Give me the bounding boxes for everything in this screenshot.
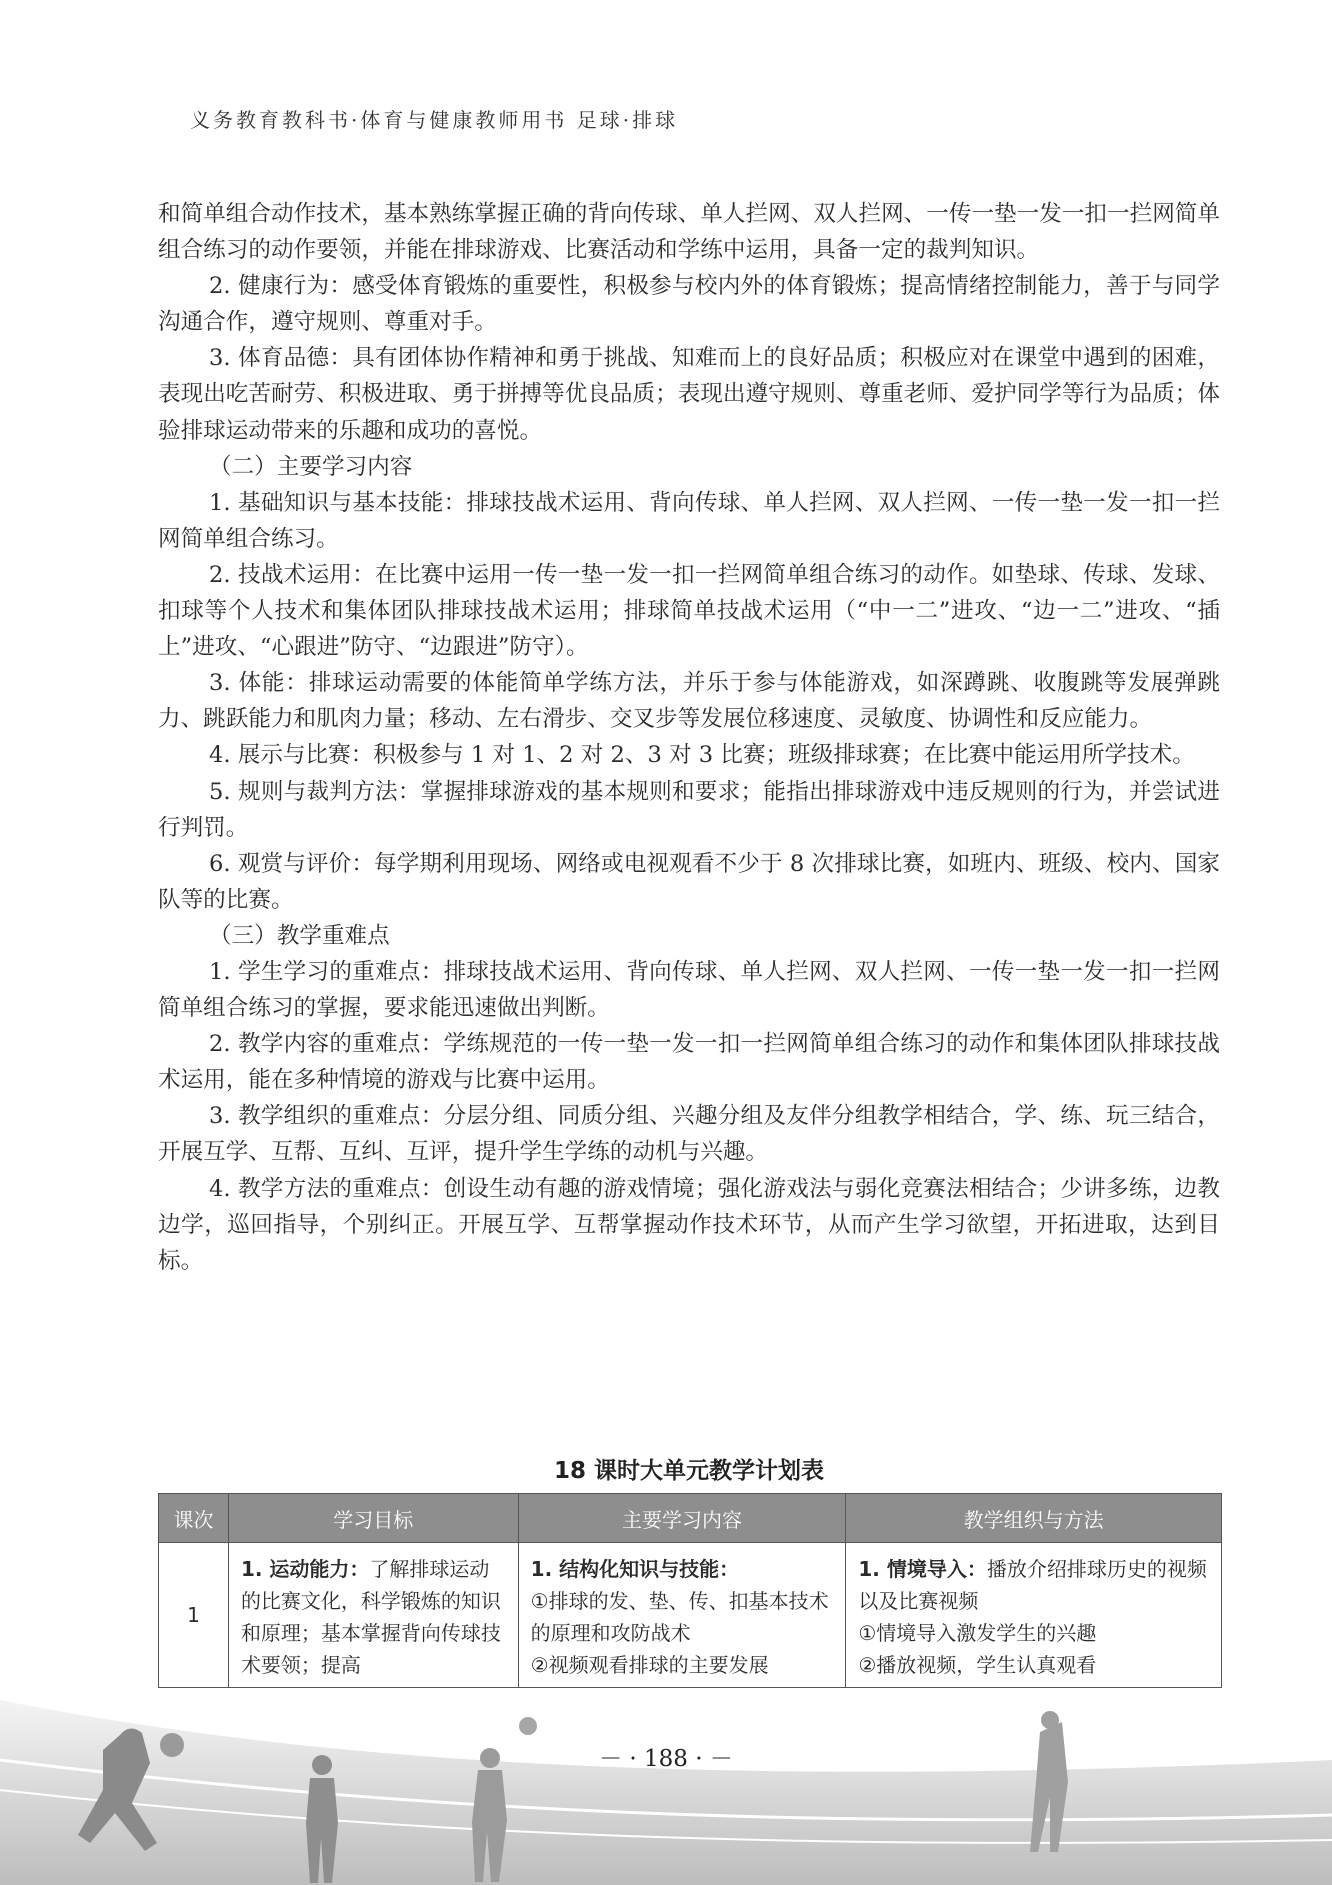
header-cell: 课次 [159, 1494, 229, 1543]
table-title: 18 课时大单元教学计划表 [553, 1458, 824, 1484]
paragraph: 3. 教学组织的重难点：分层分组、同质分组、兴趣分组及友伴分组教学相结合，学、练、玩三结合，开展互学、互帮、互纠、互评，提升学生学练的动机与兴趣。 [158, 1103, 1220, 1166]
goal-text: 了解排球运动的比赛文化，科学锻炼的知识和原理；基本掌握背向传球技术要领；提高 [240, 1557, 501, 1677]
table-header-row [159, 1494, 1222, 1543]
content-line: ②视频观看排球的主要发展 [530, 1653, 769, 1677]
goal-lead: 1. 运动能力： [240, 1557, 370, 1581]
header-cell: 学习目标 [228, 1494, 518, 1543]
background-swoosh [0, 1700, 1332, 1885]
page-number: － · 188 · － [599, 1746, 733, 1772]
method-line: ①情境导入激发学生的兴趣 [858, 1621, 1097, 1645]
method-line: ②播放视频，学生认真观看 [858, 1653, 1097, 1677]
ball-icon [519, 1717, 537, 1735]
paragraph: 2. 健康行为：感受体育锻炼的重要性，积极参与校内外的体育锻炼；提高情绪控制能力，善于与同学沟通合作，遵守规则、尊重对手。 [158, 273, 1220, 336]
paragraph: 1. 基础知识与基本技能：排球技战术运用、背向传球、单人拦网、双人拦网、一传一垫一发一扣一拦网简单组合练习。 [158, 489, 1220, 552]
paragraph: 3. 体能：排球运动需要的体能简单学练方法，并乐于参与体能游戏，如深蹲跳、收腹跳等发展弹跳力、跳跃能力和肌肉力量；移动、左右滑步、交叉步等发展位移速度、灵敏度、协调性和反应能力。 [158, 670, 1220, 733]
section-heading: （二）主要学习内容 [209, 453, 413, 480]
method-text: 播放介绍排球历史的视频以及比赛视频 [858, 1557, 1207, 1613]
paragraph: 1. 学生学习的重难点：排球技战术运用、背向传球、单人拦网、双人拦网、一传一垫一发一扣一拦网简单组合练习的掌握，要求能迅速做出判断。 [158, 958, 1220, 1022]
section-heading: （三）教学重难点 [209, 922, 390, 949]
paragraph: 4. 展示与比赛：积极参与 1 对 1、2 对 2、3 对 3 比赛；班级排球赛；在比赛中能运用所学技术。 [209, 742, 1195, 769]
method-lead: 1. 情境导入： [858, 1557, 987, 1581]
header-cell: 主要学习内容 [518, 1494, 846, 1543]
header-cell: 教学组织与方法 [846, 1494, 1222, 1543]
paragraph: 2. 技战术运用：在比赛中运用一传一垫一发一扣一拦网简单组合练习的动作。如垫球、传球、发球、扣球等个人技术和集体团队排球技战术运用；排球简单技战术运用（“中一二”进攻、“边一二”进攻、“插上”进攻、“心跟进”防守、“边跟进”防守）。 [158, 561, 1220, 661]
running-header: 义务教育教科书·体育与健康教师用书 足球·排球 [190, 108, 679, 132]
content-lead: 1. 结构化知识与技能： [530, 1557, 740, 1581]
lesson-number: 1 [159, 1543, 229, 1688]
body-text [158, 196, 1220, 1279]
paragraph: 4. 教学方法的重难点：创设生动有趣的游戏情境；强化游戏法与弱化竞赛法相结合；少讲多练，边教边学，巡回指导，个别纠正。开展互学、互帮掌握动作技术环节，从而产生学习欲望，开拓进取，达到目标。 [158, 1175, 1220, 1274]
paragraph: 5. 规则与裁判方法：掌握排球游戏的基本规则和要求；能指出排球游戏中违反规则的行为，并尝试进行判罚。 [158, 778, 1220, 841]
content-line: ①排球的发、垫、传、扣基本技术的原理和攻防战术 [530, 1589, 829, 1645]
paragraph: 和简单组合动作技术，基本熟练掌握正确的背向传球、单人拦网、双人拦网、一传一垫一发一扣一拦网简单组合练习的动作要领，并能在排球游戏、比赛活动和学练中运用，具备一定的裁判知识。 [158, 201, 1220, 264]
paragraph: 6. 观赏与评价：每学期利用现场、网络或电视观看不少于 8 次排球比赛，如班内、班级、校内、国家队等的比赛。 [158, 850, 1220, 913]
paragraph: 2. 教学内容的重难点：学练规范的一传一垫一发一扣一拦网简单组合练习的动作和集体团队排球技战术运用，能在多种情境的游戏与比赛中运用。 [158, 1031, 1220, 1094]
paragraph: 3. 体育品德：具有团体协作精神和勇于挑战、知难而上的良好品质；积极应对在课堂中遇到的困难，表现出吃苦耐劳、积极进取、勇于拼搏等优良品质；表现出遵守规则、尊重老师、爱护同学等行为品质；体验排球运动带来的乐趣和成功的喜悦。 [158, 345, 1220, 444]
